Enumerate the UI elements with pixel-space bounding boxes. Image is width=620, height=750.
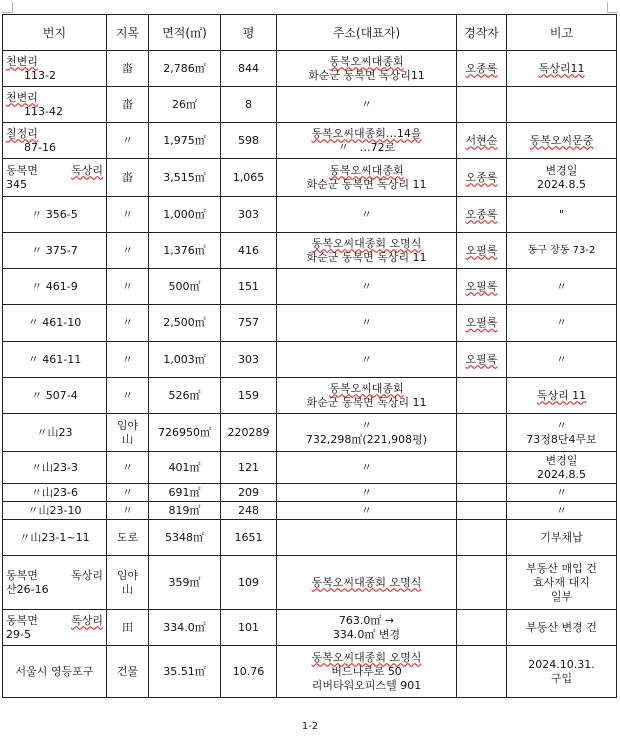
- address-cell: 〃: [277, 342, 457, 378]
- header-note: 비고: [507, 15, 617, 51]
- area-cell: 500㎡: [149, 269, 221, 305]
- area-cell: 334.0㎡: [149, 610, 221, 646]
- area-cell: 2,500㎡: [149, 305, 221, 342]
- lot-cell: 동복면 독상리 29-5: [3, 610, 107, 646]
- header-category: 지목: [107, 15, 149, 51]
- area-cell: 26㎡: [149, 87, 221, 123]
- category-cell: 畓: [107, 87, 149, 123]
- category-cell: 〃: [107, 269, 149, 305]
- note-cell: [507, 87, 617, 123]
- address-cell: 동복오씨대종회 오명식 버드나루로 50 리버타워오피스텔 901: [277, 646, 457, 698]
- note-cell: 〃: [507, 269, 617, 305]
- area-cell: 5348㎡: [149, 520, 221, 556]
- table-row: [3, 646, 617, 698]
- pyeong-cell: 248: [221, 502, 277, 520]
- area-cell: 726950㎡: [149, 414, 221, 452]
- category-cell: 〃: [107, 378, 149, 414]
- pyeong-cell: 220289: [221, 414, 277, 452]
- table-row: [3, 414, 617, 452]
- address-cell: 〃: [277, 305, 457, 342]
- lot-cell: 동복면 독상리 345: [3, 159, 107, 197]
- lot-cell: 〃 461-9: [3, 269, 107, 305]
- area-cell: 35.51㎡: [149, 646, 221, 698]
- note-cell: 〃: [507, 502, 617, 520]
- pyeong-cell: 1,065: [221, 159, 277, 197]
- farmer-cell: 오필록: [457, 342, 507, 378]
- farmer-cell: [457, 378, 507, 414]
- pyeong-cell: 209: [221, 484, 277, 502]
- farmer-cell: [457, 414, 507, 452]
- address-cell: 동복오씨대종회 오명식: [277, 556, 457, 610]
- table-row: [3, 502, 617, 520]
- category-cell: 임야 山: [107, 556, 149, 610]
- farmer-cell: [457, 502, 507, 520]
- category-cell: 〃: [107, 233, 149, 269]
- farmer-cell: 오종록: [457, 159, 507, 197]
- category-cell: 田: [107, 610, 149, 646]
- category-cell: 畓: [107, 159, 149, 197]
- note-cell: 변경일 2024.8.5: [507, 452, 617, 484]
- header-area: 면적(㎡): [149, 15, 221, 51]
- category-cell: 〃: [107, 197, 149, 233]
- area-cell: 1,975㎡: [149, 123, 221, 159]
- category-cell: 건물: [107, 646, 149, 698]
- lot-cell: 동복면 독상리 산26-16: [3, 556, 107, 610]
- lot-cell: 칠정리 87-16: [3, 123, 107, 159]
- lot-cell: 〃 461-10: [3, 305, 107, 342]
- area-cell: 1,003㎡: [149, 342, 221, 378]
- farmer-cell: [457, 452, 507, 484]
- area-cell: 359㎡: [149, 556, 221, 610]
- area-cell: 526㎡: [149, 378, 221, 414]
- farmer-cell: 오필록: [457, 269, 507, 305]
- table-row: [3, 556, 617, 610]
- header-address: 주소(대표자): [277, 15, 457, 51]
- category-cell: 〃: [107, 123, 149, 159]
- lot-cell: 〃 461-11: [3, 342, 107, 378]
- farmer-cell: [457, 520, 507, 556]
- lot-cell: 〃山23: [3, 414, 107, 452]
- pyeong-cell: 757: [221, 305, 277, 342]
- category-cell: 〃: [107, 305, 149, 342]
- header-pyeong: 평: [221, 15, 277, 51]
- table-row: [3, 123, 617, 159]
- table-row: [3, 520, 617, 556]
- farmer-cell: [457, 484, 507, 502]
- farmer-cell: [457, 610, 507, 646]
- pyeong-cell: 416: [221, 233, 277, 269]
- note-cell: ": [507, 197, 617, 233]
- area-cell: 691㎡: [149, 484, 221, 502]
- area-cell: 401㎡: [149, 452, 221, 484]
- table-row: [3, 484, 617, 502]
- page-corner-mark: [2, 2, 13, 13]
- category-cell: 〃: [107, 484, 149, 502]
- pyeong-cell: 844: [221, 51, 277, 87]
- farmer-cell: 서현순: [457, 123, 507, 159]
- table-row: [3, 342, 617, 378]
- area-cell: 1,000㎡: [149, 197, 221, 233]
- note-cell: 〃 73정8단4무보: [507, 414, 617, 452]
- category-cell: 〃: [107, 502, 149, 520]
- note-cell: 〃: [507, 305, 617, 342]
- category-cell: 畓: [107, 51, 149, 87]
- farmer-cell: [457, 87, 507, 123]
- pyeong-cell: 303: [221, 342, 277, 378]
- category-cell: 〃: [107, 452, 149, 484]
- lot-cell: 〃山23-3: [3, 452, 107, 484]
- pyeong-cell: 101: [221, 610, 277, 646]
- table-row: [3, 233, 617, 269]
- pyeong-cell: 121: [221, 452, 277, 484]
- area-cell: 819㎡: [149, 502, 221, 520]
- lot-cell: 〃 356-5: [3, 197, 107, 233]
- note-cell: 〃: [507, 484, 617, 502]
- note-cell: 독상리11: [507, 51, 617, 87]
- page-corner-mark: [607, 2, 618, 13]
- header-farmer: 경작자: [457, 15, 507, 51]
- lot-cell: 〃山23-10: [3, 502, 107, 520]
- lot-cell: 〃山23-6: [3, 484, 107, 502]
- lot-cell: 천변리 113-42: [3, 87, 107, 123]
- address-cell: 동복오씨대종회…14을 〃 …72로: [277, 123, 457, 159]
- lot-cell: 〃 507-4: [3, 378, 107, 414]
- table-row: [3, 269, 617, 305]
- pyeong-cell: 151: [221, 269, 277, 305]
- note-cell: 부동산 매입 건 효사재 대지 일부: [507, 556, 617, 610]
- table-row: [3, 87, 617, 123]
- address-cell: 〃: [277, 502, 457, 520]
- header-row: [3, 15, 617, 51]
- table-row: [3, 452, 617, 484]
- category-cell: 〃: [107, 342, 149, 378]
- address-cell: 동복오씨대종회 화순군 동복면 독상리 11: [277, 159, 457, 197]
- note-cell: 독상리 11: [507, 378, 617, 414]
- land-register-table: [2, 14, 617, 698]
- farmer-cell: [457, 646, 507, 698]
- note-cell: 동복오씨문중: [507, 123, 617, 159]
- pyeong-cell: 159: [221, 378, 277, 414]
- address-cell: 동복오씨대종회 오명식 화순군 동복면 독상리 11: [277, 233, 457, 269]
- lot-cell: 〃山23-1~11: [3, 520, 107, 556]
- note-cell: 변경일 2024.8.5: [507, 159, 617, 197]
- address-cell: 〃 732,298㎡(221,908평): [277, 414, 457, 452]
- address-cell: 〃: [277, 484, 457, 502]
- table-row: [3, 610, 617, 646]
- pyeong-cell: 598: [221, 123, 277, 159]
- table-row: [3, 159, 617, 197]
- table-row: [3, 378, 617, 414]
- lot-cell: 천변리 113-2: [3, 51, 107, 87]
- pyeong-cell: 303: [221, 197, 277, 233]
- pyeong-cell: 10.76: [221, 646, 277, 698]
- page-number: 1-2: [301, 721, 319, 732]
- category-cell: 임야 山: [107, 414, 149, 452]
- area-cell: 3,515㎡: [149, 159, 221, 197]
- table-row: [3, 305, 617, 342]
- area-cell: 2,786㎡: [149, 51, 221, 87]
- farmer-cell: 오필록: [457, 305, 507, 342]
- address-cell: 763.0㎡ → 334.0㎡ 변경: [277, 610, 457, 646]
- farmer-cell: 오종록: [457, 51, 507, 87]
- header-lot: 번지: [3, 15, 107, 51]
- pyeong-cell: 8: [221, 87, 277, 123]
- address-cell: 동복오씨대종회 화순군 동복면 독상리 11: [277, 378, 457, 414]
- farmer-cell: 오종록: [457, 197, 507, 233]
- address-cell: [277, 520, 457, 556]
- address-cell: 동복오씨대종회 화순군 동복면 독상리11: [277, 51, 457, 87]
- note-cell: 〃: [507, 342, 617, 378]
- address-cell: 〃: [277, 87, 457, 123]
- pyeong-cell: 1651: [221, 520, 277, 556]
- note-cell: 부동산 변경 건: [507, 610, 617, 646]
- address-cell: 〃: [277, 452, 457, 484]
- pyeong-cell: 109: [221, 556, 277, 610]
- table-row: [3, 197, 617, 233]
- lot-cell: 〃 375-7: [3, 233, 107, 269]
- table-row: [3, 51, 617, 87]
- note-cell: 기부채납: [507, 520, 617, 556]
- area-cell: 1,376㎡: [149, 233, 221, 269]
- note-cell: 2024.10.31. 구입: [507, 646, 617, 698]
- note-cell: 동구 장동 73-2: [507, 233, 617, 269]
- address-cell: 〃: [277, 197, 457, 233]
- category-cell: 도로: [107, 520, 149, 556]
- farmer-cell: 오필록: [457, 233, 507, 269]
- farmer-cell: [457, 556, 507, 610]
- lot-cell: 서울시 영등포구: [3, 646, 107, 698]
- address-cell: 〃: [277, 269, 457, 305]
